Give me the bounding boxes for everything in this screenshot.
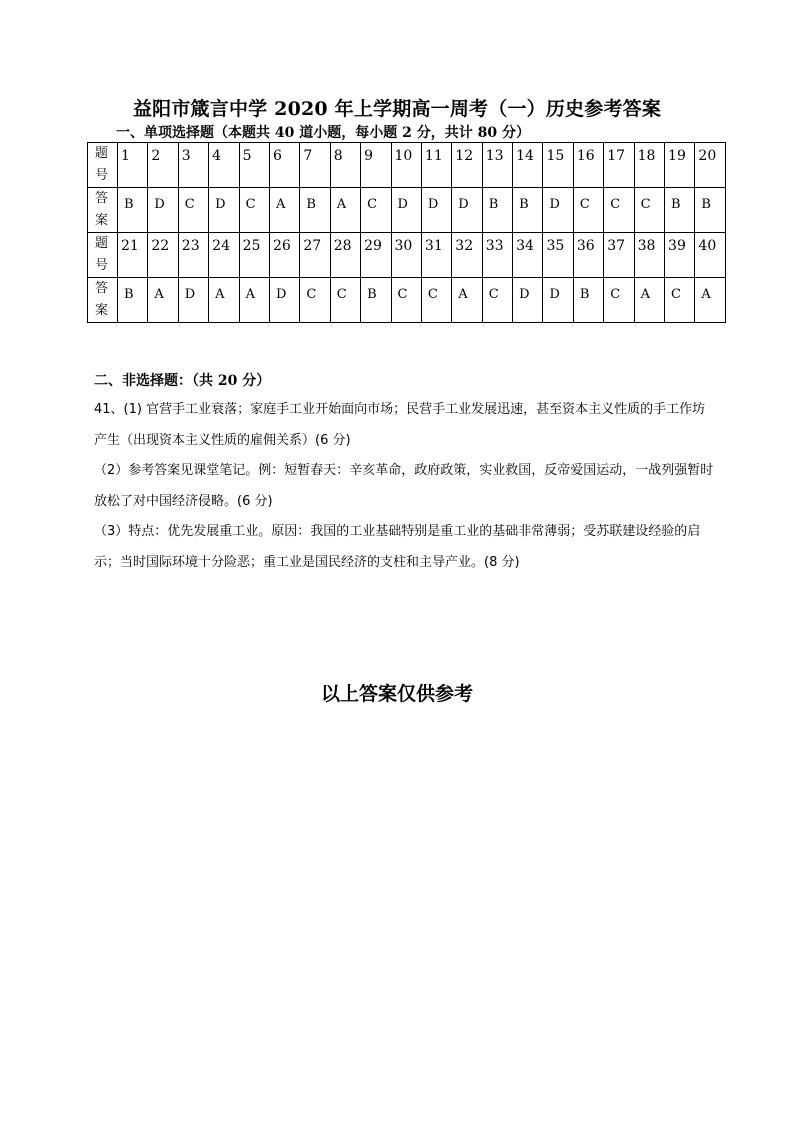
label-char: 案 [95, 213, 109, 228]
question-number-cell: 22 [148, 233, 178, 278]
question-number-cell: 21 [118, 233, 148, 278]
question-number-cell: 32 [452, 233, 482, 278]
answer-label [88, 188, 118, 233]
question-number-cell: 37 [604, 233, 634, 278]
answer-cell: B [665, 188, 695, 233]
answer-cell: B [118, 278, 148, 323]
answer-cell: D [421, 188, 451, 233]
answer-41-part-3: （3）特点：优先发展重工业。原因：我国的工业基础特别是重工业的基础非常薄弱；受苏联建设经验的启示；当时国际环境十分险恶；重工业是国民经济的支柱和主导产业。(8 分) [94, 524, 701, 570]
question-number-cell: 36 [573, 233, 603, 278]
question-number-cell: 15 [543, 143, 573, 188]
question-number-cell: 10 [391, 143, 421, 188]
answer-cell: C [361, 188, 391, 233]
label-char: 题 [95, 146, 109, 161]
answer-cell: A [330, 188, 360, 233]
answer-cell: D [209, 188, 239, 233]
answer-row [88, 188, 726, 233]
question-number-cell: 16 [573, 143, 603, 188]
section-heading-non-choice: 二、非选择题：（共 20 分） [94, 373, 271, 389]
question-number-cell: 34 [513, 233, 543, 278]
question-number-cell: 38 [634, 233, 664, 278]
answer-cell: B [118, 188, 148, 233]
answer-cell: A [269, 188, 299, 233]
question-number-cell: 39 [665, 233, 695, 278]
question-number-cell: 3 [178, 143, 208, 188]
answer-cell: B [695, 188, 726, 233]
answer-cell: C [330, 278, 360, 323]
answer-cell: A [239, 278, 269, 323]
question-number-cell: 4 [209, 143, 239, 188]
answer-table [87, 142, 726, 323]
answer-cell: B [513, 188, 543, 233]
question-number-cell: 27 [300, 233, 330, 278]
answer-cell: D [148, 188, 178, 233]
question-number-cell: 17 [604, 143, 634, 188]
answer-cell: D [452, 188, 482, 233]
answer-cell: C [239, 188, 269, 233]
answer-cell: B [300, 188, 330, 233]
answer-label [88, 278, 118, 323]
question-number-cell: 23 [178, 233, 208, 278]
page-title: 益阳市箴言中学 2020 年上学期高一周考（一）历史参考答案 [132, 98, 662, 120]
question-number-cell: 2 [148, 143, 178, 188]
question-number-cell: 9 [361, 143, 391, 188]
question-number-cell: 35 [543, 233, 573, 278]
question-number-cell: 11 [421, 143, 451, 188]
question-number-cell: 6 [269, 143, 299, 188]
answer-cell: C [604, 278, 634, 323]
answer-cell: A [452, 278, 482, 323]
answer-cell: D [543, 188, 573, 233]
question-number-cell: 18 [634, 143, 664, 188]
answer-cell: C [634, 188, 664, 233]
question-number-cell: 28 [330, 233, 360, 278]
question-number-label [88, 143, 118, 188]
question-number-cell: 24 [209, 233, 239, 278]
answer-cell: C [421, 278, 451, 323]
label-char: 号 [95, 258, 109, 273]
question-number-cell: 8 [330, 143, 360, 188]
label-char: 题 [95, 236, 109, 251]
answer-cell: C [482, 278, 512, 323]
answer-cell: A [695, 278, 726, 323]
answer-cell: D [391, 188, 421, 233]
answer-41-part-2: （2）参考答案见课堂笔记。例：短暂春天：辛亥革命，政府政策，实业救国，反帝爱国运动，一战列强暂时放松了对中国经济侵略。(6 分) [94, 463, 714, 509]
answer-cell: B [361, 278, 391, 323]
question-number-cell: 14 [513, 143, 543, 188]
answer-row [88, 278, 726, 323]
question-number-cell: 40 [695, 233, 726, 278]
label-char: 答 [95, 191, 109, 206]
question-number-cell: 19 [665, 143, 695, 188]
question-number-cell: 20 [695, 143, 726, 188]
label-char: 答 [95, 281, 109, 296]
answer-cell: C [391, 278, 421, 323]
question-number-cell: 25 [239, 233, 269, 278]
question-number-cell: 12 [452, 143, 482, 188]
question-number-cell: 33 [482, 233, 512, 278]
question-number-cell: 7 [300, 143, 330, 188]
question-number-cell: 13 [482, 143, 512, 188]
question-number-cell: 5 [239, 143, 269, 188]
answer-cell: D [513, 278, 543, 323]
question-number-cell: 30 [391, 233, 421, 278]
answer-cell: D [178, 278, 208, 323]
answer-cell: C [573, 188, 603, 233]
answer-cell: C [604, 188, 634, 233]
question-number-row [88, 143, 726, 188]
section-heading-choice: 一、单项选择题（本题共 40 道小题，每小题 2 分，共计 80 分） [116, 125, 530, 141]
answer-cell: D [543, 278, 573, 323]
answer-cell: A [634, 278, 664, 323]
question-number-cell: 1 [118, 143, 148, 188]
answer-cell: C [178, 188, 208, 233]
label-char: 案 [95, 303, 109, 318]
answer-cell: D [269, 278, 299, 323]
question-number-label [88, 233, 118, 278]
answer-cell: A [148, 278, 178, 323]
footer-note: 以上答案仅供参考 [320, 683, 473, 705]
label-char: 号 [95, 168, 109, 183]
question-number-cell: 26 [269, 233, 299, 278]
answer-cell: B [482, 188, 512, 233]
answer-cell: B [573, 278, 603, 323]
question-number-cell: 29 [361, 233, 391, 278]
answer-41-part-1: 41、(1) 官营手工业衰落；家庭手工业开始面向市场；民营手工业发展迅速，甚至资本主义性质的手工作坊产生（出现资本主义性质的雇佣关系）(6 分) [94, 402, 706, 448]
answer-cell: C [665, 278, 695, 323]
answer-cell: A [209, 278, 239, 323]
question-number-row [88, 233, 726, 278]
answer-cell: C [300, 278, 330, 323]
question-number-cell: 31 [421, 233, 451, 278]
